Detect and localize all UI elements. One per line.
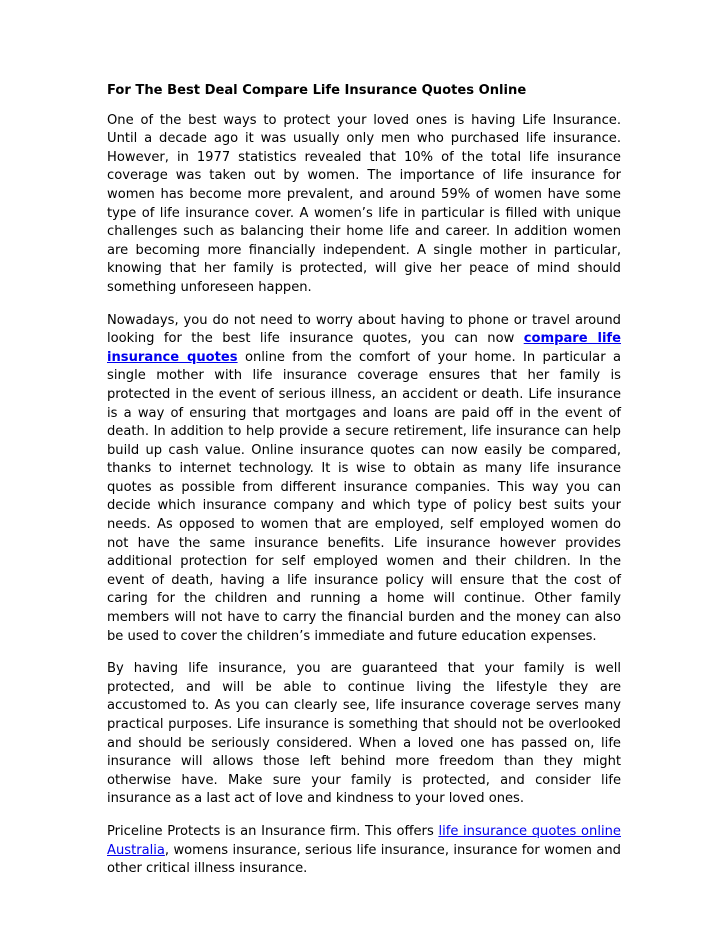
compare-life-insurance-quotes-link[interactable]: compare life insurance quotes [107,331,622,365]
paragraph-online-quotes [107,312,621,647]
paragraph-company-text-start: Priceline Protects is an Insurance firm. This offers [107,823,439,839]
document-title: For The Best Deal Compare Life Insurance Quotes Online [107,83,527,98]
paragraph-intro-text: One of the best ways to protect your loved ones is having Life Insurance. Until a decade ago it was usually only men who purchased life insurance. However, in 1977 statistics revealed that 10% of the total life insurance coverage was taken out by women. The importance of life insurance for women has become more prevalent, and around 59% of women have some type of life insurance cover. A women’s life in particular is filled with unique challenges such as balancing their home life and career. In addition women are becoming more financially independent. A single mother in particular, knowing that her family is protected, will give her peace of mind should something unforeseen happen. [107,112,621,295]
paragraph-benefits [107,660,621,809]
paragraph-intro [107,112,621,298]
life-insurance-quotes-australia-link[interactable]: life insurance quotes online Australia [107,823,621,858]
paragraph-online-quotes-text-end: online from the comfort of your home. In particular a single mother with life insurance coverage ensures that her family is protected in the event of serious illness, an accident or death. Life insurance is a way of ensuring that mortgages and loans are paid off in the event of death. In addition to help provide a secure retirement, life insurance can help build up cash value. Online insurance quotes can now easily be compared, thanks to internet technology. It is wise to obtain as many life insurance quotes as possible from different insurance companies. This way you can decide which insurance company and which type of policy best suits your needs. As opposed to women that are employed, self employed women do not have the same insurance benefits. Life insurance however provides additional protection for self employed women and their children. In the event of death, having a life insurance policy will ensure that the cost of caring for the children and running a home will continue. Other family members will not have to carry the financial burden and the money can also be used to cover the children’s immediate and future education expenses. [107,349,621,644]
paragraph-company-text-end: , womens insurance, serious life insurance, insurance for women and other critical illness insurance. [107,842,621,877]
paragraph-online-quotes-text-start: Nowadays, you do not need to worry about having to phone or travel around looking for the best life insurance quotes, you can now [107,312,621,347]
paragraph-benefits-text: By having life insurance, you are guaranteed that your family is well protected, and will be able to continue living the lifestyle they are accustomed to. As you can clearly see, life insurance coverage serves many practical purposes. Life insurance is something that should not be overlooked and should be seriously considered. When a loved one has passed on, life insurance will allows those left behind more freedom than they might otherwise have. Make sure your family is protected, and consider life insurance as a last act of love and kindness to your loved ones. [107,661,621,807]
paragraph-company [107,823,621,879]
document-page [107,82,621,893]
